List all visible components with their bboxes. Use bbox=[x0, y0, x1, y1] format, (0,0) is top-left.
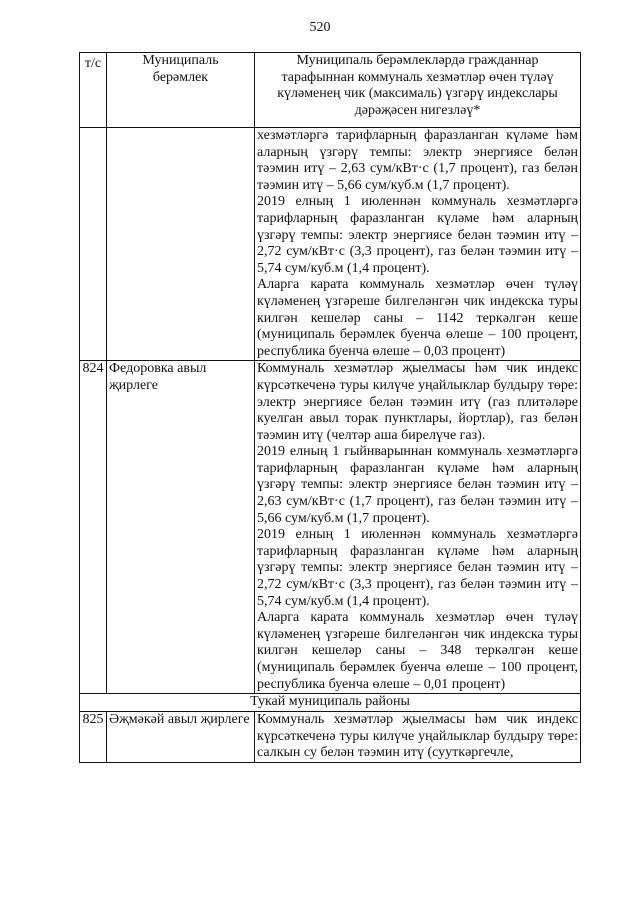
header-basis-line: тарафыннан коммуналь хезмәтләр өчен түләү bbox=[281, 69, 554, 85]
basis-paragraph: 2019 елның 1 гыйнварыннан коммуналь хезмәтләргә тарифларның фаразланган күләме һәм аларның үзгәрү темпы: электр энергиясе белән тәэмин итү – 2,63 сум/кВт·с (1,7 процент), газ белән тәэмин итү – 5,66 сум/куб.м (1,7 процент). bbox=[257, 444, 578, 526]
row-number bbox=[80, 128, 107, 361]
table-row bbox=[80, 128, 581, 361]
header-basis bbox=[255, 53, 581, 128]
basis-paragraph: Коммуналь хезмәтләр җыелмасы һәм чик индекс күрсәткеченә туры килүче уңайлыклар булдыру төре: электр энергиясе белән тәэмин итү (газ плитәләре куелган авыл торак пунктлары, йортлар), газ белән тәэмин итү (челтәр аша бирелүче газ). bbox=[257, 361, 578, 443]
row-basis-text bbox=[255, 128, 581, 361]
basis-paragraph: 2019 елның 1 июленнән коммуналь хезмәтләргә тарифларның фаразланган күләме һәм аларның үзгәрү темпы: электр энергиясе белән тәэмин итү – 2,72 сум/кВт·с (3,3 процент), газ белән тәэмин итү – 5,74 сум/куб.м (1,4 процент). bbox=[257, 527, 578, 609]
basis-paragraph: хезмәтләргә тарифларның фаразланган күләме һәм аларның үзгәрү темпы: электр энергиясе белән тәэмин итү – 2,63 сум/кВт·с (1,7 процент), газ белән тәэмин итү – 5,66 сум/куб.м (1,7 процент). bbox=[257, 128, 578, 193]
header-basis-line: Муниципаль берәмлекләрдә гражданнар bbox=[296, 53, 539, 68]
table-row bbox=[80, 712, 581, 763]
header-basis-line: күләменең чик (максималь) үзгәрү индекслары bbox=[277, 86, 558, 102]
basis-paragraph: Коммуналь хезмәтләр җыелмасы һәм чик индекс күрсәткеченә туры килүче уңайлыклар булдыру төре: салкын су белән тәэмин итү (сууткәргечле, bbox=[257, 712, 578, 761]
basis-paragraph: Аларга карата коммуналь хезмәтләр өчен түләү күләменең үзгәреше билгеләнгән чик индекска туры килгән кешеләр саны – 348 теркәлгән кеше (муниципаль берәмлек буенча өлеше – 100 процент, республика буенча өлеше – 0,01 процент) bbox=[257, 610, 578, 692]
header-municipality-line: берәмлек bbox=[152, 69, 209, 85]
row-municipality bbox=[107, 128, 255, 361]
header-municipality bbox=[107, 53, 255, 128]
header-basis-line: дәрәҗәсен нигезләү* bbox=[354, 102, 481, 118]
row-number: 825 bbox=[80, 712, 107, 763]
row-basis-text bbox=[255, 712, 581, 763]
page-number: 520 bbox=[309, 20, 331, 35]
row-basis-text bbox=[255, 361, 581, 694]
table-row bbox=[80, 361, 581, 694]
row-number: 824 bbox=[80, 361, 107, 694]
table-header-row bbox=[80, 53, 581, 128]
district-title: Тукай муниципаль районы bbox=[80, 694, 581, 712]
row-municipality: Әҗмәкәй авыл җирлеге bbox=[107, 712, 255, 763]
district-row bbox=[80, 694, 581, 712]
basis-paragraph: 2019 елның 1 июленнән коммуналь хезмәтләргә тарифларның фаразланган күләме һәм аларның үзгәрү темпы: электр энергиясе белән тәэмин итү – 2,72 сум/кВт·с (3,3 процент), газ белән тәэмин итү – 5,74 сум/куб.м (1,4 процент). bbox=[257, 194, 578, 276]
indices-table bbox=[79, 52, 581, 763]
basis-paragraph: Аларга карата коммуналь хезмәтләр өчен түләү күләменең үзгәреше билгеләнгән чик индекска туры килгән кешеләр саны – 1142 теркәлгән кеше (муниципаль берәмлек буенча өлеше – 100 процент, республика буенча өлеше – 0,03 процент) bbox=[257, 277, 578, 359]
row-municipality: Федоровка авыл җирлеге bbox=[107, 361, 255, 694]
header-municipality-line: Муниципаль bbox=[142, 53, 219, 68]
header-number: т/с bbox=[80, 53, 107, 128]
